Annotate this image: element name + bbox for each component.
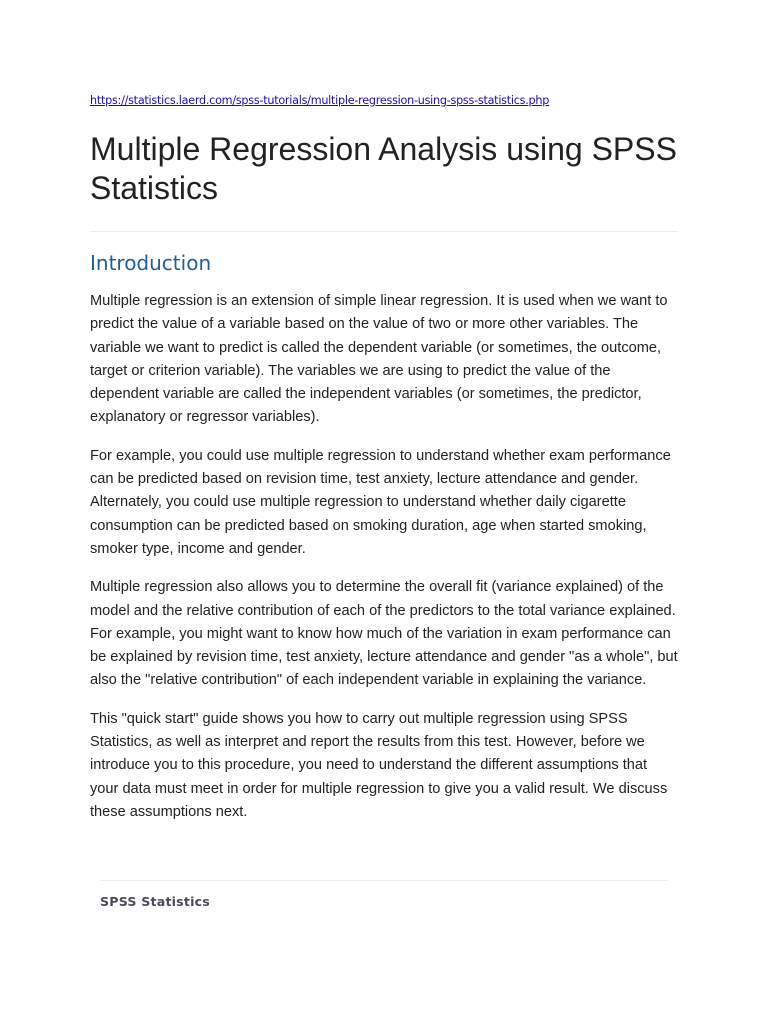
intro-paragraph-2: For example, you could use multiple regression to understand whether exam performance can be predicted based on revision time, test anxiety, lecture attendance and gender. Alternately, you could use multiple regression to understand whether daily cigarette consumption can be predicted based on smoking duration, age when started smoking, smoker type, income and gender.	[90, 447, 671, 557]
section-heading-introduction: Introduction	[90, 251, 212, 275]
intro-paragraph-4: This "quick start" guide shows you how to carry out multiple regression using SPSS Statistics, as well as interpret and report the results from this test. However, before we introduce you to this procedure, you need to understand the different assumptions that your data must meet in order for multiple regression to give you a valid result. We discuss these assumptions next.	[90, 710, 668, 820]
intro-paragraph-1: Multiple regression is an extension of simple linear regression. It is used when we want to predict the value of a variable based on the value of two or more other variables. The variable we want to predict is called the dependent variable (or sometimes, the outcome, target or criterion variable). The variables we are using to predict the value of the dependent variable are called the independent variables (or sometimes, the predictor, explanatory or regressor variables).	[90, 293, 668, 426]
document-page	[90, 92, 678, 824]
title-divider	[90, 231, 678, 232]
source-url-link[interactable]: https://statistics.laerd.com/spss-tutorials/multiple-regression-using-spss-statistics.php	[90, 94, 550, 107]
footer-divider	[100, 880, 668, 881]
page-title: Multiple Regression Analysis using SPSS Statistics	[90, 131, 677, 206]
intro-paragraph-3: Multiple regression also allows you to determine the overall fit (variance explained) of the model and the relative contribution of each of the predictors to the total variance explained. For example, you might want to know how much of the variation in exam performance can be explained by revision time, test anxiety, lecture attendance and gender "as a whole", but also the "relative contribution" of each independent variable in explaining the variance.	[90, 579, 678, 689]
footer-section-label: SPSS Statistics	[100, 894, 210, 909]
